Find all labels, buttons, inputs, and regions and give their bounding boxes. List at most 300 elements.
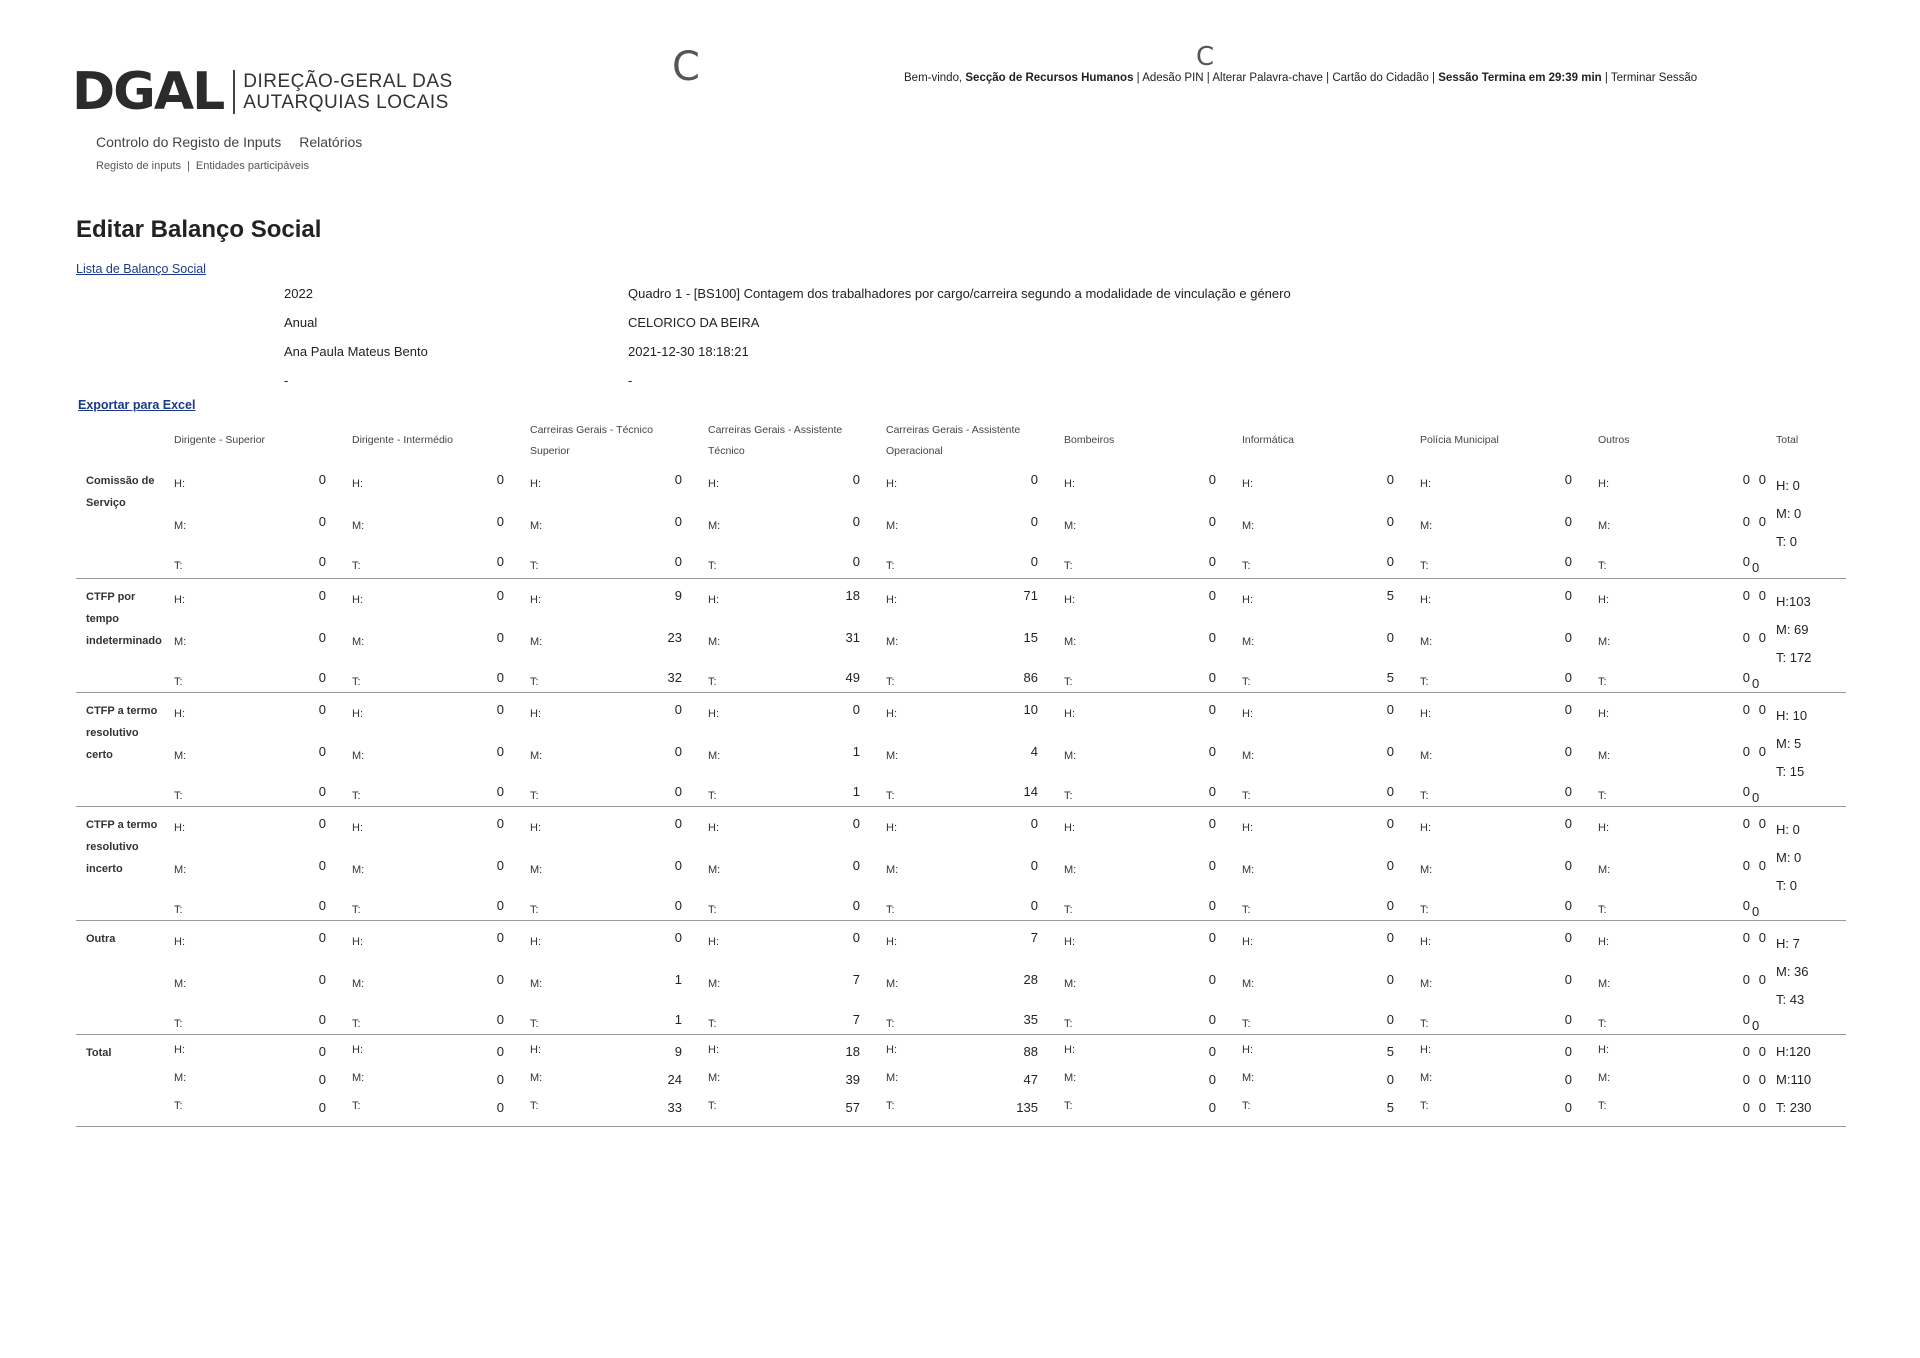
row-total: T: 172 bbox=[1776, 650, 1812, 665]
cell-value[interactable]: 0 bbox=[496, 898, 504, 913]
column-header bbox=[708, 420, 858, 462]
cell-value[interactable]: 49 bbox=[845, 670, 860, 685]
cell-value[interactable]: 5 bbox=[1386, 588, 1394, 603]
cell-value[interactable]: 0 bbox=[1208, 670, 1216, 685]
cell-value[interactable]: 24 bbox=[667, 1072, 682, 1087]
cell-value[interactable]: 0 bbox=[1564, 972, 1572, 987]
cell-value[interactable]: 0 bbox=[1208, 816, 1216, 831]
cell-value[interactable]: 0 bbox=[1208, 702, 1216, 717]
cell-value[interactable]: 0 bbox=[1758, 972, 1766, 987]
cell-value[interactable]: 0 bbox=[674, 744, 682, 759]
row-label-m: M: bbox=[1420, 520, 1433, 532]
cell-value[interactable]: 0 bbox=[318, 930, 326, 945]
row-label-m: M: bbox=[174, 750, 187, 762]
cell-value[interactable]: 0 bbox=[1742, 858, 1750, 873]
value-entidade: CELORICO DA BEIRA bbox=[628, 315, 760, 330]
row-label-t: T: bbox=[530, 1018, 539, 1030]
row-total: T: 230 bbox=[1776, 1100, 1812, 1115]
nav-relatorios[interactable]: Relatórios bbox=[299, 134, 363, 150]
cell-value[interactable]: 86 bbox=[1023, 670, 1038, 685]
cell-value[interactable]: 0 bbox=[674, 816, 682, 831]
cell-value[interactable]: 0 bbox=[1208, 784, 1216, 799]
row-label-h: H: bbox=[352, 936, 363, 948]
cell-value[interactable]: 18 bbox=[845, 1044, 860, 1059]
cell-value[interactable]: 71 bbox=[1023, 588, 1038, 603]
cell-value[interactable]: 5 bbox=[1386, 1100, 1394, 1115]
row-label-h: H: bbox=[886, 708, 897, 720]
cell-value[interactable]: 0 bbox=[1742, 744, 1750, 759]
cell-value[interactable]: 0 bbox=[1742, 670, 1750, 685]
cell-value[interactable]: 0 bbox=[496, 554, 504, 569]
cell-value[interactable]: 0 bbox=[1742, 816, 1750, 831]
row-label-h: H: bbox=[352, 822, 363, 834]
cell-value[interactable]: 47 bbox=[1023, 1072, 1038, 1087]
cell-value[interactable]: 0 bbox=[1030, 472, 1038, 487]
column-header-line: Polícia Municipal bbox=[1420, 434, 1499, 446]
cell-value[interactable]: 0 bbox=[318, 784, 326, 799]
cell-value[interactable]: 0 bbox=[1208, 744, 1216, 759]
cell-value[interactable]: 0 bbox=[1386, 1072, 1394, 1087]
cell-value[interactable]: 0 bbox=[496, 702, 504, 717]
loading-spinner-icon: C bbox=[1196, 42, 1215, 72]
row-label-m: M: bbox=[1598, 636, 1611, 648]
cell-value[interactable]: 0 bbox=[1758, 930, 1766, 945]
cell-value[interactable]: 0 bbox=[1742, 472, 1750, 487]
cell-value[interactable]: 0 bbox=[1742, 630, 1750, 645]
cell-value[interactable]: 0 bbox=[1742, 702, 1750, 717]
cell-value[interactable]: 4 bbox=[1030, 744, 1038, 759]
cell-value[interactable]: 0 bbox=[674, 930, 682, 945]
cell-value[interactable]: 0 bbox=[1386, 514, 1394, 529]
session-timer: Sessão Termina em 29:39 min bbox=[1438, 72, 1602, 84]
row-total: T: 43 bbox=[1776, 992, 1805, 1007]
row-label-t: T: bbox=[886, 790, 895, 802]
cell-value[interactable]: 10 bbox=[1023, 702, 1038, 717]
cell-value[interactable]: 0 bbox=[496, 630, 504, 645]
cell-value[interactable]: 0 bbox=[1564, 1044, 1572, 1059]
column-header-line: Técnico bbox=[708, 445, 745, 457]
cell-value[interactable]: 1 bbox=[674, 972, 682, 987]
cell-value[interactable]: 0 bbox=[852, 472, 860, 487]
user-bar: Bem-vindo, Secção de Recursos Humanos | Adesão PIN | Alterar Palavra-chave | Cartão do Cidadão | Sessão Termina em 29:39 min | Terminar Sessão bbox=[904, 72, 1698, 84]
row-label-m: M: bbox=[886, 636, 899, 648]
cell-value[interactable]: 0 bbox=[1564, 858, 1572, 873]
cell-value[interactable]: 0 bbox=[1208, 1044, 1216, 1059]
section-label-line: CTFP por bbox=[86, 591, 136, 603]
cell-value[interactable]: 0 bbox=[496, 858, 504, 873]
row-label-m: M: bbox=[530, 1072, 543, 1084]
cell-value[interactable]: 0 bbox=[1758, 472, 1766, 487]
row-label-t: T: bbox=[1598, 1018, 1607, 1030]
section-label bbox=[86, 814, 176, 880]
cell-value[interactable]: 0 bbox=[1742, 972, 1750, 987]
row-label-t: T: bbox=[886, 560, 895, 572]
cell-value[interactable]: 0 bbox=[674, 702, 682, 717]
cell-value[interactable]: 1 bbox=[852, 744, 860, 759]
value-utilizador-criacao: Ana Paula Mateus Bento bbox=[284, 344, 428, 359]
cell-value[interactable]: 0 bbox=[318, 972, 326, 987]
cell-value[interactable]: 0 bbox=[318, 588, 326, 603]
row-label-t: T: bbox=[352, 1018, 361, 1030]
row-label-h: H: bbox=[1242, 478, 1253, 490]
cell-value[interactable]: 0 bbox=[1386, 816, 1394, 831]
cell-value[interactable]: 0 bbox=[1386, 702, 1394, 717]
row-total: M: 0 bbox=[1776, 506, 1802, 521]
cell-value[interactable]: 0 bbox=[1758, 1044, 1766, 1059]
cell-value[interactable]: 135 bbox=[1016, 1100, 1038, 1115]
cell-value[interactable]: 0 bbox=[318, 514, 326, 529]
row-label-t: T: bbox=[174, 676, 183, 688]
section-label-line: CTFP a termo bbox=[86, 705, 158, 717]
cell-value[interactable]: 0 bbox=[1758, 1072, 1766, 1087]
cell-value[interactable]: 35 bbox=[1023, 1012, 1038, 1027]
cell-value[interactable]: 0 bbox=[1208, 514, 1216, 529]
section-divider bbox=[76, 1034, 1846, 1035]
row-label-h: H: bbox=[708, 478, 719, 490]
cell-value[interactable]: 0 bbox=[674, 898, 682, 913]
cell-value[interactable]: 0 bbox=[1208, 472, 1216, 487]
cell-value[interactable]: 1 bbox=[852, 784, 860, 799]
cell-value[interactable]: 0 bbox=[1208, 554, 1216, 569]
row-label-m: M: bbox=[1420, 636, 1433, 648]
cell-value[interactable]: 0 bbox=[496, 588, 504, 603]
cell-value[interactable]: 0 bbox=[852, 554, 860, 569]
row-label-h: H: bbox=[352, 594, 363, 606]
section-label-line: Serviço bbox=[86, 497, 126, 509]
row-label-h: H: bbox=[530, 708, 541, 720]
cell-value[interactable]: 0 bbox=[1030, 514, 1038, 529]
cell-value[interactable]: 0 bbox=[1564, 930, 1572, 945]
cell-value[interactable]: 0 bbox=[674, 514, 682, 529]
cell-value[interactable]: 0 bbox=[1208, 858, 1216, 873]
column-header bbox=[530, 420, 680, 462]
cell-value[interactable]: 0 bbox=[1742, 930, 1750, 945]
column-header-line: Carreiras Gerais - Assistente bbox=[886, 424, 1021, 436]
cell-value[interactable]: 0 bbox=[496, 670, 504, 685]
cell-value[interactable]: 0 bbox=[318, 744, 326, 759]
row-label-t: T: bbox=[886, 1018, 895, 1030]
link-cartao-cidadao[interactable]: Cartão do Cidadão bbox=[1332, 72, 1429, 84]
row-label-m: M: bbox=[1242, 520, 1255, 532]
cell-value[interactable]: 15 bbox=[1023, 630, 1038, 645]
row-label-t: T: bbox=[708, 1018, 717, 1030]
cell-value[interactable]: 0 bbox=[1386, 858, 1394, 873]
cell-value[interactable]: 18 bbox=[845, 588, 860, 603]
cell-value[interactable]: 5 bbox=[1386, 670, 1394, 685]
row-label-h: H: bbox=[174, 1044, 185, 1056]
cell-value[interactable]: 0 bbox=[1386, 554, 1394, 569]
cell-value[interactable]: 0 bbox=[1742, 1012, 1750, 1027]
cell-value[interactable]: 0 bbox=[1742, 554, 1750, 569]
cell-value[interactable]: 0 bbox=[318, 554, 326, 569]
cell-value[interactable]: 0 bbox=[852, 702, 860, 717]
row-label-h: H: bbox=[1064, 936, 1075, 948]
cell-value[interactable]: 88 bbox=[1023, 1044, 1038, 1059]
cell-value[interactable]: 0 bbox=[1208, 898, 1216, 913]
cell-value[interactable]: 0 bbox=[1752, 904, 1760, 919]
section-divider bbox=[76, 806, 1846, 807]
cell-value[interactable]: 0 bbox=[496, 1072, 504, 1087]
cell-value[interactable]: 33 bbox=[667, 1100, 682, 1115]
cell-value[interactable]: 0 bbox=[1564, 1100, 1572, 1115]
cell-value[interactable]: 0 bbox=[1742, 1100, 1750, 1115]
row-label-t: T: bbox=[174, 790, 183, 802]
cell-value[interactable]: 0 bbox=[496, 816, 504, 831]
cell-value[interactable]: 0 bbox=[318, 472, 326, 487]
row-label-m: M: bbox=[1598, 520, 1611, 532]
cell-value[interactable]: 0 bbox=[1758, 858, 1766, 873]
cell-value[interactable]: 32 bbox=[667, 670, 682, 685]
column-header bbox=[1420, 430, 1570, 451]
cell-value[interactable]: 0 bbox=[1030, 816, 1038, 831]
cell-value[interactable]: 0 bbox=[318, 1100, 326, 1115]
column-header-line: Bombeiros bbox=[1064, 434, 1115, 446]
cell-value[interactable]: 0 bbox=[1758, 1100, 1766, 1115]
cell-value[interactable]: 0 bbox=[496, 744, 504, 759]
row-label-m: M: bbox=[174, 978, 187, 990]
section-label-line: incerto bbox=[86, 863, 123, 875]
cell-value[interactable]: 0 bbox=[852, 514, 860, 529]
cell-value[interactable]: 0 bbox=[1386, 972, 1394, 987]
cell-value[interactable]: 0 bbox=[318, 816, 326, 831]
row-label-m: M: bbox=[886, 978, 899, 990]
row-label-t: T: bbox=[1598, 1100, 1607, 1112]
row-label-m: M: bbox=[886, 520, 899, 532]
row-total: H: 0 bbox=[1776, 478, 1800, 493]
row-label-h: H: bbox=[1242, 936, 1253, 948]
cell-value[interactable]: 0 bbox=[496, 1100, 504, 1115]
column-header bbox=[1776, 430, 1920, 451]
row-label-m: M: bbox=[1064, 520, 1077, 532]
cell-value[interactable]: 0 bbox=[1386, 784, 1394, 799]
cell-value[interactable]: 0 bbox=[1564, 554, 1572, 569]
link-adesao-pin[interactable]: Adesão PIN bbox=[1142, 72, 1204, 84]
row-label-t: T: bbox=[352, 676, 361, 688]
cell-value[interactable]: 7 bbox=[852, 972, 860, 987]
section-divider bbox=[76, 692, 1846, 693]
link-alterar-palavra-chave[interactable]: Alterar Palavra-chave bbox=[1212, 72, 1323, 84]
row-label-t: T: bbox=[708, 676, 717, 688]
cell-value[interactable]: 0 bbox=[1564, 630, 1572, 645]
cell-value[interactable]: 0 bbox=[318, 670, 326, 685]
cell-value[interactable]: 0 bbox=[852, 898, 860, 913]
logout-link[interactable]: Terminar Sessão bbox=[1610, 72, 1698, 84]
cell-value[interactable]: 0 bbox=[1742, 1044, 1750, 1059]
cell-value[interactable]: 0 bbox=[1564, 898, 1572, 913]
cell-value[interactable]: 0 bbox=[1208, 1012, 1216, 1027]
row-label-h: H: bbox=[1064, 1044, 1075, 1056]
cell-value[interactable]: 7 bbox=[852, 1012, 860, 1027]
cell-value[interactable]: 0 bbox=[852, 858, 860, 873]
cell-value[interactable]: 39 bbox=[845, 1072, 860, 1087]
row-label-h: H: bbox=[886, 1044, 897, 1056]
row-label-h: H: bbox=[1598, 936, 1609, 948]
cell-value[interactable]: 0 bbox=[1752, 676, 1760, 691]
nav-separator: | bbox=[187, 160, 190, 172]
cell-value[interactable]: 0 bbox=[1564, 1012, 1572, 1027]
row-label-h: H: bbox=[1598, 822, 1609, 834]
cell-value[interactable]: 0 bbox=[496, 972, 504, 987]
cell-value[interactable]: 0 bbox=[1758, 630, 1766, 645]
cell-value[interactable]: 1 bbox=[674, 1012, 682, 1027]
row-label-h: H: bbox=[1598, 1044, 1609, 1056]
cell-value[interactable]: 0 bbox=[1030, 554, 1038, 569]
cell-value[interactable]: 5 bbox=[1386, 1044, 1394, 1059]
cell-value[interactable]: 0 bbox=[674, 858, 682, 873]
row-label-t: T: bbox=[1064, 1018, 1073, 1030]
row-label-t: T: bbox=[1242, 904, 1251, 916]
cell-value[interactable]: 0 bbox=[1386, 1012, 1394, 1027]
row-label-m: M: bbox=[352, 1072, 365, 1084]
row-label-m: M: bbox=[1598, 750, 1611, 762]
export-excel-link[interactable]: Exportar para Excel bbox=[78, 398, 196, 412]
row-label-t: T: bbox=[1420, 904, 1429, 916]
cell-value[interactable]: 0 bbox=[1564, 670, 1572, 685]
cell-value[interactable]: 14 bbox=[1023, 784, 1038, 799]
row-label-t: T: bbox=[1064, 676, 1073, 688]
cell-value[interactable]: 0 bbox=[1386, 930, 1394, 945]
dgal-logo bbox=[72, 62, 453, 122]
row-label-m: M: bbox=[1420, 864, 1433, 876]
cell-value[interactable]: 0 bbox=[852, 930, 860, 945]
cell-value[interactable]: 0 bbox=[852, 816, 860, 831]
row-label-t: T: bbox=[1064, 560, 1073, 572]
cell-value[interactable]: 0 bbox=[318, 898, 326, 913]
cell-value[interactable]: 7 bbox=[1030, 930, 1038, 945]
row-label-m: M: bbox=[1598, 1072, 1611, 1084]
cell-value[interactable]: 0 bbox=[1752, 1018, 1760, 1033]
cell-value[interactable]: 28 bbox=[1023, 972, 1038, 987]
cell-value[interactable]: 0 bbox=[1758, 514, 1766, 529]
cell-value[interactable]: 0 bbox=[1208, 972, 1216, 987]
cell-value[interactable]: 0 bbox=[318, 1072, 326, 1087]
nav-registo-inputs[interactable]: Registo de inputs bbox=[96, 160, 181, 172]
row-label-t: T: bbox=[530, 560, 539, 572]
row-label-h: H: bbox=[886, 594, 897, 606]
cell-value[interactable]: 0 bbox=[1386, 898, 1394, 913]
cell-value[interactable]: 0 bbox=[1758, 744, 1766, 759]
row-label-t: T: bbox=[352, 560, 361, 572]
row-label-m: M: bbox=[708, 1072, 721, 1084]
cell-value[interactable]: 0 bbox=[318, 1012, 326, 1027]
row-label-m: M: bbox=[352, 636, 365, 648]
cell-value[interactable]: 0 bbox=[496, 472, 504, 487]
cell-value[interactable]: 31 bbox=[845, 630, 860, 645]
row-label-t: T: bbox=[174, 904, 183, 916]
row-label-m: M: bbox=[352, 978, 365, 990]
section-label-line: tempo bbox=[86, 613, 119, 625]
cell-value[interactable]: 0 bbox=[1208, 1072, 1216, 1087]
row-label-h: H: bbox=[174, 594, 185, 606]
cell-value[interactable]: 0 bbox=[496, 514, 504, 529]
cell-value[interactable]: 0 bbox=[674, 784, 682, 799]
cell-value[interactable]: 0 bbox=[1030, 898, 1038, 913]
section-label-line: indeterminado bbox=[86, 635, 162, 647]
cell-value[interactable]: 57 bbox=[845, 1100, 860, 1115]
cell-value[interactable]: 9 bbox=[674, 1044, 682, 1059]
cell-value[interactable]: 0 bbox=[318, 630, 326, 645]
cell-value[interactable]: 0 bbox=[318, 858, 326, 873]
section-label bbox=[86, 1042, 176, 1064]
cell-value[interactable]: 0 bbox=[1386, 472, 1394, 487]
cell-value[interactable]: 0 bbox=[496, 784, 504, 799]
row-label-h: H: bbox=[174, 822, 185, 834]
row-label-m: M: bbox=[1064, 636, 1077, 648]
cell-value[interactable]: 0 bbox=[496, 1012, 504, 1027]
row-label-h: H: bbox=[1064, 478, 1075, 490]
cell-value[interactable]: 23 bbox=[667, 630, 682, 645]
cell-value[interactable]: 9 bbox=[674, 588, 682, 603]
back-to-list-link[interactable]: Lista de Balanço Social bbox=[76, 262, 206, 276]
cell-value[interactable]: 0 bbox=[318, 702, 326, 717]
cell-value[interactable]: 0 bbox=[674, 472, 682, 487]
cell-value[interactable]: 0 bbox=[1208, 630, 1216, 645]
cell-value[interactable]: 0 bbox=[1758, 816, 1766, 831]
column-header bbox=[1598, 430, 1748, 451]
column-header-line: Operacional bbox=[886, 445, 943, 457]
cell-value[interactable]: 0 bbox=[1208, 588, 1216, 603]
section-label bbox=[86, 928, 176, 950]
cell-value[interactable]: 0 bbox=[1564, 588, 1572, 603]
row-label-m: M: bbox=[1598, 978, 1611, 990]
cell-value[interactable]: 0 bbox=[1752, 790, 1760, 805]
cell-value[interactable]: 0 bbox=[1564, 1072, 1572, 1087]
cell-value[interactable]: 0 bbox=[496, 930, 504, 945]
column-header-line: Carreiras Gerais - Técnico bbox=[530, 424, 653, 436]
cell-value[interactable]: 0 bbox=[1386, 630, 1394, 645]
cell-value[interactable]: 0 bbox=[1742, 1072, 1750, 1087]
section-divider bbox=[76, 1126, 1846, 1127]
cell-value[interactable]: 0 bbox=[1564, 784, 1572, 799]
cell-value[interactable]: 0 bbox=[1564, 744, 1572, 759]
row-label-h: H: bbox=[530, 594, 541, 606]
cell-value[interactable]: 0 bbox=[1030, 858, 1038, 873]
row-label-t: T: bbox=[1242, 560, 1251, 572]
cell-value[interactable]: 0 bbox=[1208, 930, 1216, 945]
cell-value[interactable]: 0 bbox=[496, 1044, 504, 1059]
cell-value[interactable]: 0 bbox=[1564, 514, 1572, 529]
cell-value[interactable]: 0 bbox=[1564, 472, 1572, 487]
cell-value[interactable]: 0 bbox=[1742, 784, 1750, 799]
row-label-t: T: bbox=[708, 904, 717, 916]
welcome-text: Bem-vindo, bbox=[904, 72, 963, 84]
cell-value[interactable]: 0 bbox=[1758, 702, 1766, 717]
cell-value[interactable]: 0 bbox=[1386, 744, 1394, 759]
row-label-h: H: bbox=[1064, 594, 1075, 606]
logo-mark: DGAL bbox=[72, 62, 224, 122]
cell-value[interactable]: 0 bbox=[674, 554, 682, 569]
row-label-t: T: bbox=[1598, 904, 1607, 916]
row-label-h: H: bbox=[1598, 594, 1609, 606]
cell-value[interactable]: 0 bbox=[1742, 588, 1750, 603]
cell-value[interactable]: 0 bbox=[1564, 702, 1572, 717]
row-label-t: T: bbox=[174, 1100, 183, 1112]
cell-value[interactable]: 0 bbox=[1742, 898, 1750, 913]
cell-value[interactable]: 0 bbox=[1758, 588, 1766, 603]
nav-entidades[interactable]: Entidades participáveis bbox=[195, 160, 309, 172]
row-label-m: M: bbox=[708, 636, 721, 648]
row-label-h: H: bbox=[530, 1044, 541, 1056]
cell-value[interactable]: 0 bbox=[1742, 514, 1750, 529]
row-label-t: T: bbox=[174, 560, 183, 572]
cell-value[interactable]: 0 bbox=[318, 1044, 326, 1059]
row-label-h: H: bbox=[1598, 478, 1609, 490]
cell-value[interactable]: 0 bbox=[1208, 1100, 1216, 1115]
row-total: T: 0 bbox=[1776, 878, 1797, 893]
cell-value[interactable]: 0 bbox=[1752, 560, 1760, 575]
cell-value[interactable]: 0 bbox=[1564, 816, 1572, 831]
nav-controlo-registo[interactable]: Controlo do Registo de Inputs bbox=[96, 134, 282, 150]
